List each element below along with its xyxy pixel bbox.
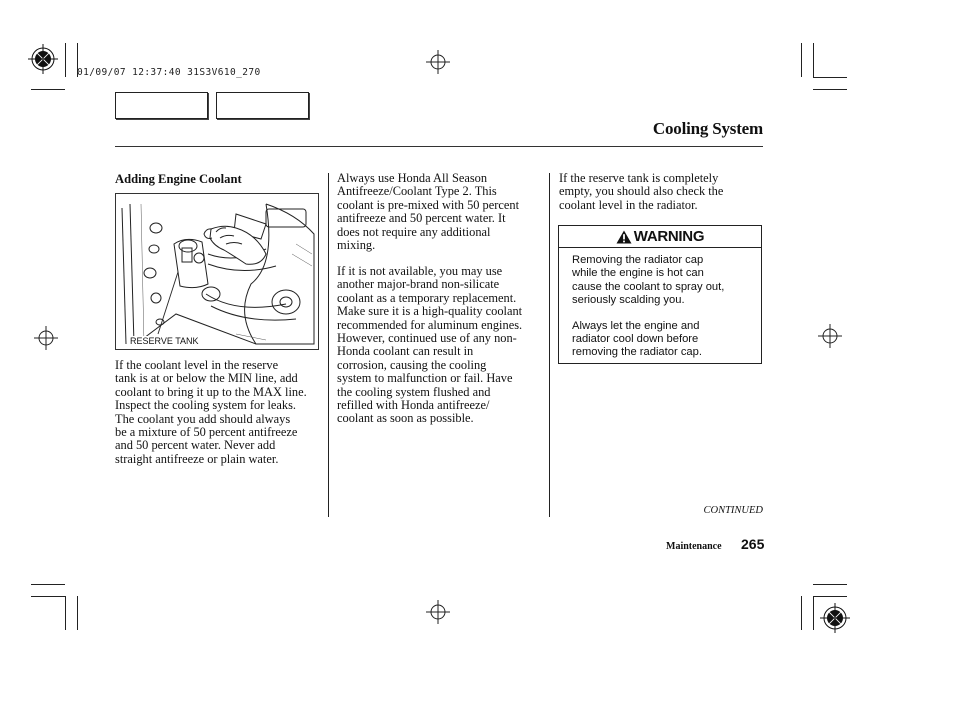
- column-divider: [549, 173, 550, 517]
- print-timestamp: 01/09/07 12:37:40 31S3V610_270: [77, 67, 261, 78]
- engine-bay-drawing: [116, 194, 319, 350]
- registration-sunburst-mark: [28, 44, 58, 74]
- footer-section-name: Maintenance: [666, 541, 722, 552]
- body-paragraph: If it is not available, you may use another major-brand non-silicate coolant as a temporary replacement. Make sure it is a high-quality coolant recommended for aluminum engines. However, continued use of any non- Honda coolant can result in corrosion, causing the cooling system to malfunction or fail. Have the cooling system flushed and refilled with Honda antifreeze/ coolant as soon as possible.: [337, 264, 523, 426]
- registration-crosshair-mark: [426, 50, 450, 74]
- continued-note: CONTINUED: [703, 505, 763, 516]
- page-title: Cooling System: [652, 119, 763, 138]
- figure-label: RESERVE TANK: [130, 336, 199, 346]
- warning-triangle-icon: [616, 230, 632, 244]
- registration-crosshair-mark: [426, 600, 450, 624]
- column-divider: [328, 173, 329, 517]
- warning-header: [559, 226, 761, 248]
- warning-box: [558, 225, 762, 364]
- engine-bay-illustration: [115, 193, 319, 350]
- registration-sunburst-mark: [820, 603, 850, 633]
- warning-label: WARNING: [633, 228, 705, 245]
- body-paragraph: If the coolant level in the reserve tank is at or below the MIN line, add coolant to bring it up to the MAX line. Inspect the cooling system for leaks. The coolant you add should always be a mixture of 50 percent antifreeze and 50 percent water. Never add straight antifreeze or plain water.: [115, 358, 307, 466]
- nav-tab-box: [115, 92, 208, 119]
- warning-paragraph: Always let the engine and radiator cool down before removing the radiator cap.: [572, 319, 702, 359]
- header-rule: [115, 146, 763, 147]
- registration-crosshair-mark: [818, 324, 842, 348]
- warning-paragraph: Removing the radiator cap while the engine is hot can cause the coolant to spray out, seriously scalding you.: [572, 254, 725, 307]
- body-paragraph: If the reserve tank is completely empty, you should also check the coolant level in the radiator.: [559, 171, 724, 212]
- registration-crosshair-mark: [34, 326, 58, 350]
- section-heading: Adding Engine Coolant: [115, 172, 242, 186]
- page-number: 265: [741, 536, 765, 552]
- body-paragraph: Always use Honda All Season Antifreeze/Coolant Type 2. This coolant is pre-mixed with 50 percent antifreeze and 50 percent water. It does not require any additional mixing.: [337, 171, 520, 253]
- nav-tab-box: [216, 92, 309, 119]
